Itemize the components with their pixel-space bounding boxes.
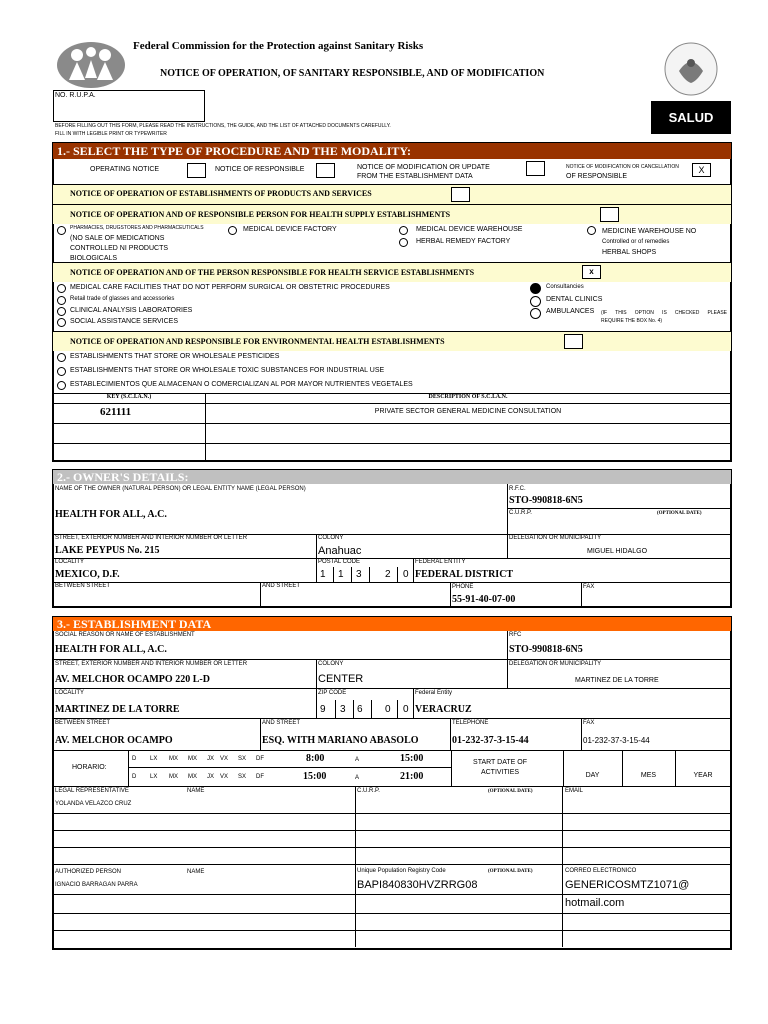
herbal-remedy-factory-label: HERBAL REMEDY FACTORY [416, 238, 511, 245]
pharmacies-radio[interactable] [57, 226, 66, 235]
section-1-header [53, 143, 731, 159]
form-title: Federal Commission for the Protection against Sanitary Risks [133, 40, 424, 52]
divider [53, 894, 731, 895]
owner-postal-label: POSTAL CODE [318, 559, 361, 565]
owner-delegation-label: DELEGATION OR MUNICIPALITY [509, 535, 602, 541]
section-2-header [53, 470, 731, 484]
dental-clinics-label: DENTAL CLINICS [546, 296, 603, 303]
products-services-label: NOTICE OF OPERATION OF ESTABLISHMENTS OF PRODUCTS AND SERVICES [70, 189, 372, 198]
divider [260, 582, 261, 607]
divider [507, 534, 508, 558]
dental-clinics-radio[interactable] [530, 296, 541, 307]
owner-postal-digit: 1 [338, 569, 344, 580]
owner-postal-digit: 0 [403, 569, 409, 580]
notice-modification-checkbox[interactable] [526, 161, 545, 176]
health-service-mark: x [589, 267, 594, 276]
social-assistance-radio[interactable] [57, 318, 66, 327]
legal-rep-value: YOLANDA VELAZCO CRUZ [55, 801, 132, 807]
day-label: MX [188, 756, 197, 762]
toxic-radio[interactable] [57, 367, 66, 376]
medicine-warehouse-label-1: MEDICINE WAREHOUSE NO [602, 228, 697, 235]
est-between-label: BETWEEN STREET [55, 720, 111, 726]
divider [128, 750, 129, 786]
owner-rfc-value: STO-990818-6N5 [509, 495, 583, 506]
section-1-title: 1.- SELECT THE TYPE OF PROCEDURE AND THE MODALITY: [57, 144, 411, 158]
divider [53, 913, 731, 914]
est-fax-label: FAX [583, 720, 595, 726]
toxic-label: ESTABLISHMENTS THAT STORE OR WHOLESALE TOXIC SUBSTANCES FOR INDUSTRIAL USE [70, 367, 385, 374]
owner-rfc-label: R.F.C. [509, 486, 526, 492]
owner-colony-value: Anahuac [318, 545, 362, 557]
divider [581, 582, 582, 607]
divider [53, 558, 731, 559]
a-label: A [355, 757, 360, 763]
divider [53, 864, 731, 865]
day-label: JX [207, 774, 215, 780]
est-social-label: SOCIAL REASON OR NAME OF ESTABLISHMENT [55, 632, 195, 638]
owner-and-street-label: AND STREET [262, 583, 301, 589]
start-month-label: MES [640, 772, 657, 779]
authorized-name-label: NAME [187, 869, 205, 875]
pesticides-radio[interactable] [57, 353, 66, 362]
consultancies-radio[interactable] [530, 283, 541, 294]
scian-desc-label: DESCRIPTION OF S.C.I.A.N. [428, 394, 508, 400]
divider [316, 688, 317, 718]
environmental-label: NOTICE OF OPERATION AND RESPONSIBLE FOR ENVIRONMENTAL HEALTH ESTABLISHMENTS [70, 337, 445, 346]
pesticides-label: ESTABLISHMENTS THAT STORE OR WHOLESALE PESTICIDES [70, 353, 280, 360]
correo-label: CORREO ELECTRONICO [565, 868, 637, 874]
section-2-title: 2.- OWNER'S DETAILS: [57, 470, 189, 484]
divider [507, 508, 731, 509]
divider [507, 659, 508, 688]
divider [53, 718, 731, 719]
start-day-label: DAY [585, 772, 600, 779]
divider [53, 930, 731, 931]
est-rfc-label: RFC [509, 632, 522, 638]
est-zip-label: ZIP CODE [318, 690, 347, 696]
owner-colony-label: COLONY [318, 535, 344, 541]
est-street-label: STREET, EXTERIOR NUMBER AND INTERIOR NUMBER OR LETTER [55, 661, 248, 667]
medicine-warehouse-radio[interactable] [587, 226, 596, 235]
est-locality-label: LOCALITY [55, 690, 85, 696]
est-phone-value: 01-232-37-3-15-44 [452, 735, 529, 746]
day-label: MX [169, 756, 178, 762]
divider [413, 688, 414, 718]
day-label: VX [220, 774, 229, 780]
day-label: D [132, 756, 137, 762]
divider [451, 750, 452, 786]
day-label: MX [169, 774, 178, 780]
owner-locality-value: MEXICO, D.F. [55, 569, 120, 580]
legal-rep-curp-optional: (OPTIONAL DATE) [488, 789, 533, 794]
divider [507, 631, 508, 659]
time-1-to: 15:00 [400, 753, 424, 764]
day-label: DF [256, 774, 264, 780]
legal-rep-curp-label: C.U.R.P. [357, 788, 380, 794]
cofepris-logo [55, 40, 127, 90]
est-zip-digit: 3 [340, 704, 346, 715]
pharmacies-label-1: PHARMACIES, DRUGSTORES AND PHARMACEUTICALS [70, 225, 204, 231]
divider [351, 567, 352, 582]
authorized-curp-optional: (OPTIONAL DATE) [488, 869, 533, 874]
day-label: VX [220, 756, 229, 762]
divider [53, 786, 731, 787]
est-rfc-value: STO-990818-6N5 [509, 644, 583, 655]
est-zip-digit: 0 [403, 704, 409, 715]
time-2-from: 15:00 [303, 771, 327, 782]
divider [316, 558, 317, 582]
owner-street-value: LAKE PEYPUS No. 215 [55, 545, 160, 556]
notice-cancellation-label-1: NOTICE OF MODIFICATION OR CANCELLATION [566, 164, 679, 170]
divider [316, 534, 317, 558]
operating-notice-checkbox[interactable] [187, 163, 206, 178]
divider [53, 830, 731, 831]
divider [53, 443, 731, 444]
divider [53, 659, 731, 660]
owner-postal-digit: 1 [320, 569, 326, 580]
salud-badge [651, 101, 731, 134]
owner-curp-optional: (OPTIONAL DATE) [657, 511, 702, 516]
divider [53, 847, 731, 848]
notice-cancellation-label-2: OF RESPONSIBLE [566, 173, 628, 180]
environmental-checkbox[interactable] [564, 334, 583, 349]
authorized-value: IGNACIO BARRAGAN PARRA [55, 882, 138, 888]
est-phone-label: TELEPHONE [452, 720, 489, 726]
social-assistance-label: SOCIAL ASSISTANCE SERVICES [70, 318, 179, 325]
medical-device-factory-radio[interactable] [228, 226, 237, 235]
owner-delegation-value: MIGUEL HIDALGO [587, 548, 648, 555]
section-3-header [53, 617, 731, 631]
est-street-value: AV. MELCHOR OCAMPO 220 L-D [55, 674, 210, 685]
divider [353, 700, 354, 718]
owner-name-value: HEALTH FOR ALL, A.C. [55, 509, 167, 520]
divider [335, 700, 336, 718]
legal-rep-label: LEGAL REPRESENTATIVE [55, 788, 129, 794]
nutrients-radio[interactable] [57, 381, 66, 390]
owner-postal-digit: 2 [385, 569, 391, 580]
health-supply-label: NOTICE OF OPERATION AND OF RESPONSIBLE PERSON FOR HEALTH SUPPLY ESTABLISHMENTS [70, 210, 451, 219]
est-colony-label: COLONY [318, 661, 344, 667]
owner-federal-label: FEDERAL ENTITY [415, 559, 466, 565]
owner-locality-label: LOCALITY [55, 559, 85, 565]
divider [53, 423, 731, 424]
day-label: JX [207, 756, 215, 762]
divider [333, 567, 334, 582]
est-zip-digit: 6 [357, 704, 363, 715]
instructions-line-2: FILL IN WITH LEGIBLE PRINT OR TYPEWRITER [55, 131, 167, 137]
owner-federal-value: FEDERAL DISTRICT [415, 569, 514, 580]
pharmacies-label-4: BIOLOGICALS [70, 255, 118, 262]
day-label: DF [256, 756, 264, 762]
divider [563, 750, 564, 786]
retail-glasses-label: Retail trade of glasses and accessories [70, 296, 175, 302]
scian-key-value: 621111 [100, 406, 132, 418]
est-between-value: AV. MELCHOR OCAMPO [55, 735, 173, 746]
est-and-value: ESQ. WITH MARIANO ABASOLO [262, 735, 419, 746]
divider [622, 750, 623, 786]
medicine-warehouse-label-2: Controlled or of remedies [602, 239, 670, 245]
medical-care-label: MEDICAL CARE FACILITIES THAT DO NOT PERFORM SURGICAL OR OBSTETRIC PROCEDURES [70, 284, 390, 291]
day-label: D [132, 774, 137, 780]
legal-rep-email-label: EMAIL [565, 788, 584, 794]
divider [128, 767, 451, 768]
divider [53, 750, 731, 751]
email-line-2: hotmail.com [565, 897, 625, 909]
divider [369, 567, 370, 582]
start-year-label: YEAR [693, 772, 713, 779]
day-label: MX [188, 774, 197, 780]
divider [53, 813, 731, 814]
divider [397, 700, 398, 718]
owner-fax-label: FAX [583, 584, 595, 590]
divider [507, 484, 508, 534]
herbal-remedy-factory-radio[interactable] [399, 238, 408, 247]
start-date-label: START DATE OF ACTIVITIES [473, 759, 527, 776]
divider [205, 393, 206, 461]
section-3-title: 3.- ESTABLISHMENT DATA [57, 617, 212, 631]
retail-glasses-radio[interactable] [57, 296, 66, 305]
divider [371, 700, 372, 718]
horario-label: HORARIO: [72, 764, 107, 771]
divider [53, 688, 731, 689]
owner-curp-label: C.U.R.P. [509, 510, 532, 516]
time-2-to: 21:00 [400, 771, 424, 782]
notice-cancellation-checkbox[interactable] [692, 163, 711, 177]
authorized-label: AUTHORIZED PERSON [55, 869, 122, 875]
owner-between-label: BETWEEN STREET [55, 583, 111, 589]
pharmacies-label-3: CONTROLLED NI PRODUCTS [70, 245, 169, 252]
day-label: LX [150, 756, 158, 762]
est-colony-value: CENTER [318, 673, 364, 685]
est-locality-value: MARTINEZ DE LA TORRE [55, 704, 180, 715]
health-service-label: NOTICE OF OPERATION AND OF THE PERSON RESPONSIBLE FOR HEALTH SERVICE ESTABLISHMENTS [70, 268, 475, 277]
divider [581, 718, 582, 750]
est-delegation-value: MARTINEZ DE LA TORRE [575, 677, 659, 684]
consultancies-label: Consultancies [546, 284, 584, 290]
divider [450, 718, 451, 750]
divider [53, 403, 731, 404]
unique-pop-label: Unique Population Registry Code [357, 868, 446, 874]
owner-postal-digit: 3 [356, 569, 362, 580]
cancellation-mark: X [698, 165, 705, 175]
clinical-labs-label: CLINICAL ANALYSIS LABORATORIES [70, 307, 193, 314]
ambulances-note-2: REQUIRE THE BOX No. 4) [601, 318, 663, 324]
instructions-line-1: BEFORE FILLING OUT THIS FORM, PLEASE READ THE INSTRUCTIONS, THE GUIDE, AND THE LIST OF ATTACHED DOCUMENTS CAREFULLY. [55, 123, 391, 129]
time-1-from: 8:00 [306, 753, 325, 764]
divider [316, 659, 317, 688]
owner-phone-label: PHONE [452, 584, 474, 590]
medical-care-radio[interactable] [57, 284, 66, 293]
owner-name-label: NAME OF THE OWNER (NATURAL PERSON) OR LEGAL ENTITY NAME (LEGAL PERSON) [55, 486, 306, 492]
operating-notice-label: OPERATING NOTICE [90, 166, 160, 173]
est-fax-value: 01-232-37-3-15-44 [583, 736, 650, 745]
est-federal-label: Federal Entity [415, 690, 453, 696]
nutrients-label: ESTABLECIMIENTOS QUE ALMACENAN O COMERCIALIZAN AL POR MAYOR NUTRIENTES VEGETALES [70, 381, 413, 388]
ambulances-radio[interactable] [530, 308, 541, 319]
divider [675, 750, 676, 786]
ambulances-note-1: (IF THIS OPTION IS CHECKED PLEASE [601, 310, 727, 316]
notice-responsible-label: NOTICE OF RESPONSIBLE [215, 166, 305, 173]
medicine-warehouse-label-3: HERBAL SHOPS [602, 249, 657, 256]
divider [260, 718, 261, 750]
divider [53, 582, 731, 583]
health-service-checkbox[interactable] [582, 265, 601, 279]
est-federal-value: VERACRUZ [415, 704, 472, 715]
divider [450, 582, 451, 607]
scian-key-label: KEY (S.C.I.A.N.) [106, 394, 152, 400]
legal-rep-name-label: NAME [187, 788, 205, 794]
salud-label: SALUD [668, 110, 714, 125]
rupa-label: NO. R.U.P.A. [55, 92, 96, 99]
day-label: LX [150, 774, 158, 780]
divider [355, 786, 356, 947]
medical-device-warehouse-radio[interactable] [399, 226, 408, 235]
email-line-1: GENERICOSMTZ1071@ [565, 879, 690, 891]
est-zip-digit: 9 [320, 704, 326, 715]
notice-modification-label: NOTICE OF MODIFICATION OR UPDATE FROM THE ESTABLISHMENT DATA [357, 164, 490, 180]
health-supply-checkbox[interactable] [600, 207, 619, 222]
day-label: SX [238, 756, 247, 762]
ambulances-label: AMBULANCES [546, 308, 595, 315]
owner-phone-value: 55-91-40-07-00 [452, 594, 516, 605]
scian-desc-value: PRIVATE SECTOR GENERAL MEDICINE CONSULTATION [374, 408, 562, 415]
a-label: A [355, 775, 360, 781]
clinical-labs-radio[interactable] [57, 307, 66, 316]
divider [562, 786, 563, 947]
est-delegation-label: DELEGATION OR MUNICIPALITY [509, 661, 602, 667]
divider [413, 558, 414, 582]
est-zip-digit: 0 [385, 704, 391, 715]
notice-responsible-checkbox[interactable] [316, 163, 335, 178]
medical-device-factory-label: MEDICAL DEVICE FACTORY [243, 226, 337, 233]
owner-street-label: STREET, EXTERIOR NUMBER AND INTERIOR NUMBER OR LETTER [55, 535, 248, 541]
mexico-seal [651, 41, 731, 97]
est-social-value: HEALTH FOR ALL, A.C. [55, 644, 167, 655]
authorized-curp-value: BAPI840830HVZRRG08 [357, 879, 478, 891]
products-services-checkbox[interactable] [451, 187, 470, 202]
form-subtitle: NOTICE OF OPERATION, OF SANITARY RESPONSIBLE, AND OF MODIFICATION [160, 68, 545, 79]
medical-device-warehouse-label: MEDICAL DEVICE WAREHOUSE [416, 226, 523, 233]
day-label: SX [238, 774, 247, 780]
pharmacies-label-2: (NO SALE OF MEDICATIONS [70, 235, 165, 242]
est-and-label: AND STREET [262, 720, 301, 726]
divider [397, 567, 398, 582]
